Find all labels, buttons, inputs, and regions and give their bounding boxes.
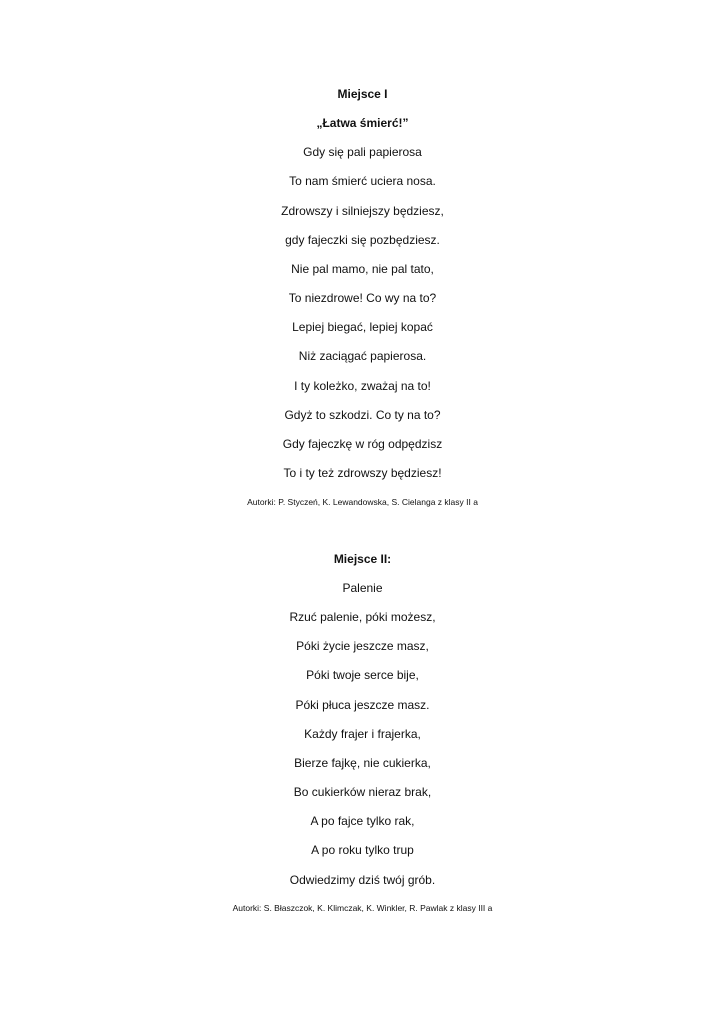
- poem2-line: Rzuć palenie, póki możesz,: [289, 610, 436, 624]
- poem1-line: Gdyż to szkodzi. Co ty na to?: [284, 408, 441, 422]
- poem1-line: To i ty też zdrowszy będziesz!: [283, 466, 442, 480]
- poem1-line: I ty koleżko, zważaj na to!: [294, 379, 431, 393]
- poem1-line: Gdy się pali papierosa: [303, 145, 422, 159]
- poem2-line: Bo cukierków nieraz brak,: [293, 785, 432, 799]
- poem1-line: Lepiej biegać, lepiej kopać: [292, 320, 433, 334]
- poem2-line: A po fajce tylko rak,: [310, 814, 415, 828]
- poem2-line: A po roku tylko trup: [311, 843, 414, 857]
- poem2-line: Póki twoje serce bije,: [306, 668, 419, 682]
- poem1-line: To niezdrowe! Co wy na to?: [288, 291, 437, 305]
- poem1-line: Niż zaciągać papierosa.: [298, 349, 427, 363]
- section1-heading: Miejsce I: [337, 87, 388, 101]
- section2-authors: Autorki: S. Błaszczok, K. Klimczak, K. Winkler, R. Pawlak z klasy III a: [232, 903, 493, 913]
- section1-authors: Autorki: P. Styczeń, K. Lewandowska, S. Cielanga z klasy II a: [247, 497, 478, 507]
- section2-title: Palenie: [342, 581, 383, 595]
- poem2-line: Każdy frajer i frajerka,: [304, 727, 421, 741]
- section2-heading: Miejsce II:: [333, 552, 392, 566]
- poem1-line: Nie pal mamo, nie pal tato,: [291, 262, 434, 276]
- poem2-line: Póki życie jeszcze masz,: [296, 639, 429, 653]
- poem1-line: Gdy fajeczkę w róg odpędzisz: [282, 437, 443, 451]
- poem1-line: Zdrowszy i silniejszy będziesz,: [281, 204, 444, 218]
- poem1-line: gdy fajeczki się pozbędziesz.: [285, 233, 440, 247]
- poem1-line: To nam śmierć uciera nosa.: [289, 174, 436, 188]
- poem2-line: Bierze fajkę, nie cukierka,: [294, 756, 431, 770]
- section1-title: „Łatwa śmierć!”: [316, 116, 409, 130]
- poem2-line: Odwiedzimy dziś twój grób.: [289, 873, 436, 887]
- poem2-line: Póki płuca jeszcze masz.: [295, 698, 430, 712]
